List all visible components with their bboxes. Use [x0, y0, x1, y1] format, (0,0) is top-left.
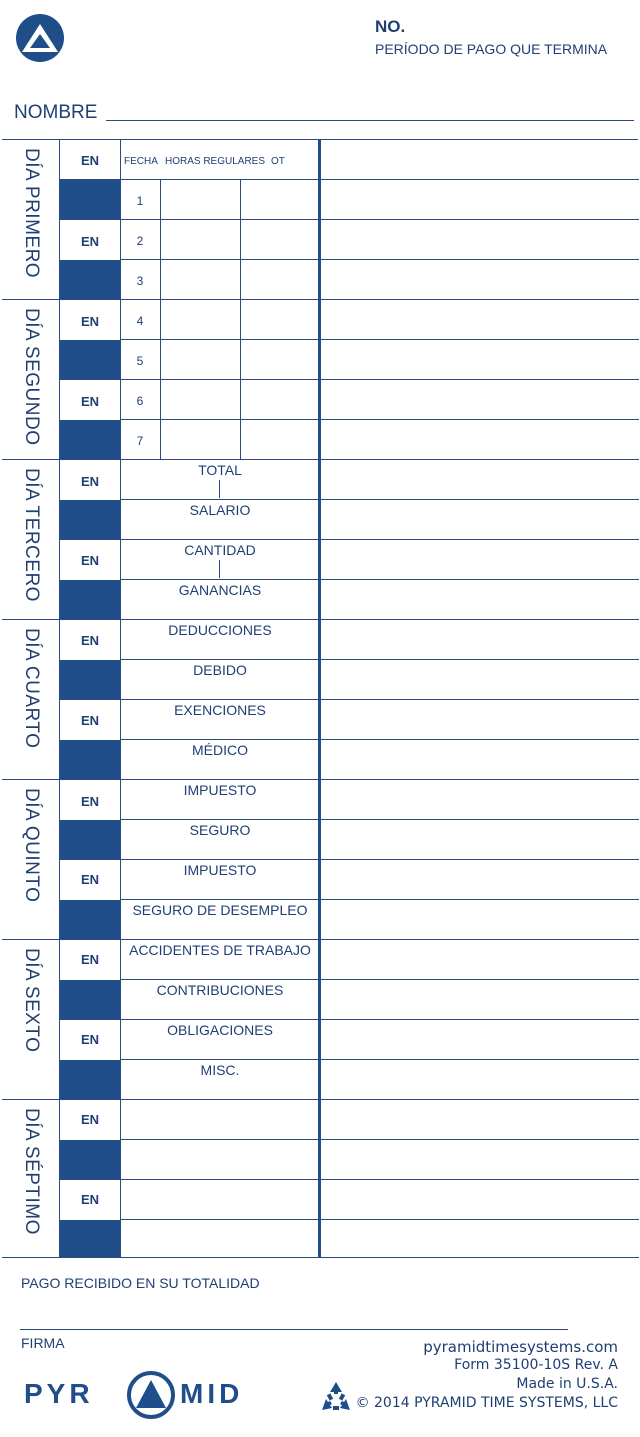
day-label-text: DÍA CUARTO — [21, 628, 42, 749]
row-line — [120, 1179, 639, 1180]
summary-label: GANANCIAS — [178, 582, 262, 598]
day-line — [2, 939, 639, 940]
day-label-text: DÍA SÉPTIMO — [21, 1108, 42, 1235]
day-label — [2, 940, 60, 1099]
date-number: 6 — [136, 394, 144, 408]
date-number: 3 — [136, 274, 144, 288]
row-line — [120, 819, 639, 820]
summary-label: CONTRIBUCIONES — [156, 982, 284, 998]
day-label-text: DÍA PRIMERO — [21, 148, 42, 279]
summary-label: MÉDICO — [192, 742, 248, 758]
copyright-label: © 2014 PYRAMID TIME SYSTEMS, LLC — [355, 1395, 618, 1411]
card-number-label: NO. — [375, 17, 406, 36]
in-label: EN — [80, 1112, 100, 1127]
row-line — [120, 499, 639, 500]
in-label: EN — [80, 872, 100, 887]
row-line — [120, 219, 639, 220]
in-label: EN — [80, 1032, 100, 1047]
row-line — [120, 1219, 639, 1220]
date-number: 5 — [136, 354, 144, 368]
col-header-ot: OT — [271, 156, 285, 167]
day-label — [2, 620, 60, 779]
row-line — [120, 1059, 639, 1060]
day-label — [2, 300, 60, 459]
en-cell-line — [59, 859, 121, 860]
date-number: 7 — [136, 434, 144, 448]
summary-label: IMPUESTO — [183, 862, 257, 878]
en-cell-line — [59, 379, 121, 380]
paid-in-full-label: PAGO RECIBIDO EN SU TOTALIDAD — [21, 1275, 260, 1291]
summary-label: SEGURO — [189, 822, 251, 838]
in-label: EN — [80, 314, 100, 329]
out-block — [60, 340, 120, 379]
summary-label: IMPUESTO — [183, 782, 257, 798]
en-cell-line — [59, 219, 121, 220]
summary-label: EXENCIONES — [174, 702, 266, 718]
out-block — [60, 980, 120, 1019]
day-line — [2, 459, 639, 460]
out-block — [60, 820, 120, 859]
table-bottom-line — [2, 1257, 639, 1258]
out-block — [60, 900, 120, 939]
day-label-text: DÍA SEXTO — [21, 948, 42, 1053]
col-header-regular: HORAS REGULARES — [165, 156, 266, 167]
in-label: EN — [80, 394, 100, 409]
in-label: EN — [80, 794, 100, 809]
summary-label: ACCIDENTES DE TRABAJO — [129, 942, 311, 958]
brand-left: PYR — [24, 1378, 94, 1409]
row-line — [120, 859, 639, 860]
in-label: EN — [80, 474, 100, 489]
in-label: EN — [80, 633, 100, 648]
out-block — [60, 500, 120, 539]
pay-period-label: PERÍODO DE PAGO QUE TERMINA — [375, 41, 608, 57]
summary-label: SEGURO DE DESEMPLEO — [132, 902, 308, 918]
in-label: EN — [80, 713, 100, 728]
out-block — [60, 420, 120, 459]
row-line — [120, 979, 639, 980]
summary-label: OBLIGACIONES — [167, 1022, 273, 1038]
summary-label: DEBIDO — [193, 662, 247, 678]
out-block — [60, 580, 120, 619]
out-block — [60, 1140, 120, 1179]
name-label: NOMBRE — [14, 102, 98, 123]
signature-line[interactable] — [20, 1329, 568, 1330]
made-in-label: Made in U.S.A. — [516, 1376, 618, 1392]
day-label — [2, 780, 60, 939]
signature-label: FIRMA — [21, 1335, 65, 1351]
summary-label: DEDUCCIONES — [168, 622, 272, 638]
summary-label: MISC. — [200, 1062, 240, 1078]
out-block — [60, 1060, 120, 1099]
out-block — [60, 740, 120, 779]
website-link[interactable]: pyramidtimesystems.com — [423, 1338, 618, 1356]
connector-tick — [219, 560, 220, 578]
row-line — [120, 899, 639, 900]
row-line — [59, 179, 639, 180]
out-block — [60, 260, 120, 299]
day-line — [2, 779, 639, 780]
name-line[interactable] — [106, 120, 634, 121]
en-right-line — [120, 139, 121, 1257]
en-cell-line — [59, 1179, 121, 1180]
out-block — [60, 180, 120, 219]
summary-label: TOTAL — [198, 462, 242, 478]
row-line — [120, 539, 639, 540]
day-label-text: DÍA QUINTO — [21, 788, 42, 903]
out-block — [60, 1220, 120, 1257]
row-line — [120, 379, 639, 380]
row-line — [120, 419, 639, 420]
row-line — [120, 259, 639, 260]
form-number: Form 35100-10S Rev. A — [454, 1357, 618, 1373]
summary-label: CANTIDAD — [184, 542, 256, 558]
recycle-icon — [318, 1380, 354, 1414]
pyramid-logo-icon — [126, 1370, 176, 1420]
row-line — [120, 1139, 639, 1140]
day-line — [2, 1099, 639, 1100]
col-header-en: EN — [80, 153, 100, 168]
en-cell-line — [59, 699, 121, 700]
date-divider — [160, 179, 161, 459]
row-line — [120, 659, 639, 660]
brand-right: MID — [180, 1378, 244, 1409]
date-number: 1 — [136, 194, 144, 208]
row-line — [120, 699, 639, 700]
in-label: EN — [80, 952, 100, 967]
out-block — [60, 660, 120, 699]
row-line — [120, 1019, 639, 1020]
day-label-text: DÍA TERCERO — [21, 468, 42, 602]
day-label — [2, 460, 60, 619]
day-label-text: DÍA SEGUNDO — [21, 308, 42, 446]
row-line — [120, 579, 639, 580]
summary-label: SALARIO — [189, 502, 251, 518]
pyramid-logo-icon — [14, 12, 66, 64]
main-divider — [318, 139, 321, 1257]
day-line — [2, 619, 639, 620]
date-number: 4 — [136, 314, 144, 328]
in-label: EN — [80, 234, 100, 249]
col-header-fecha: FECHA — [124, 156, 158, 167]
in-label: EN — [80, 553, 100, 568]
date-number: 2 — [136, 234, 144, 248]
day-line — [2, 299, 639, 300]
en-cell-line — [59, 1019, 121, 1020]
in-label: EN — [80, 1192, 100, 1207]
day-label — [2, 1100, 60, 1257]
connector-tick — [219, 480, 220, 498]
reg-ot-divider — [240, 179, 241, 459]
en-cell-line — [59, 539, 121, 540]
row-line — [120, 739, 639, 740]
row-line — [120, 339, 639, 340]
day-label — [2, 140, 60, 299]
